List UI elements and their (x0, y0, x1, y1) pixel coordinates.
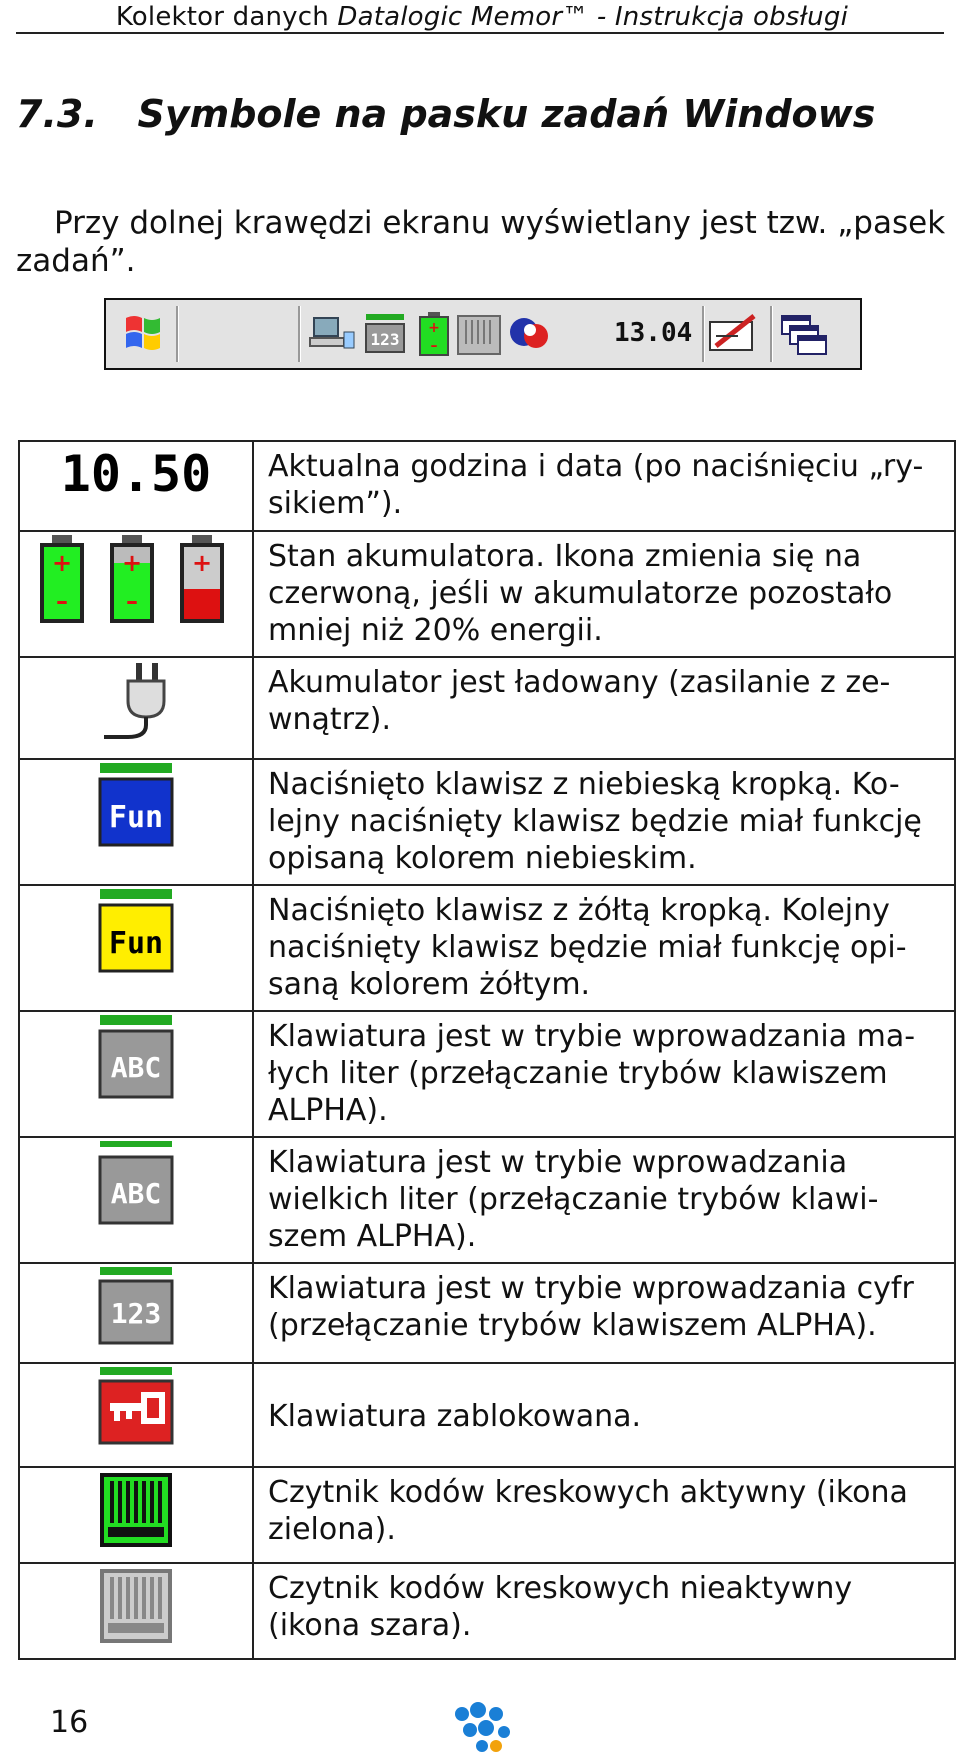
svg-text:10.50: 10.50 (61, 445, 211, 503)
taskbar-separator (176, 306, 179, 362)
section-number: 7.3. (16, 92, 98, 136)
table-row (19, 1563, 955, 1659)
header-title: Datalogic Memor™ - Instrukcja obsługi (337, 2, 848, 32)
icon-cell (19, 441, 253, 531)
network-pc-icon (306, 312, 356, 356)
section-title: Symbole na pasku zadań Windows (137, 92, 876, 136)
symbols-table (18, 440, 956, 1660)
fun-yellow-icon (96, 887, 176, 977)
scanner-icon (456, 312, 502, 358)
icon-cell (19, 885, 253, 1011)
svg-text:+: + (51, 549, 73, 577)
table-row (19, 759, 955, 885)
svg-text:ABC: ABC (110, 1177, 162, 1210)
clock-icon (61, 443, 211, 503)
numeric-mode-icon (362, 312, 408, 358)
table-row (19, 1011, 955, 1137)
icon-cell (19, 1467, 253, 1563)
svg-text:+: + (191, 549, 213, 577)
table-row (19, 531, 955, 657)
svg-text:Fun: Fun (108, 800, 164, 835)
description-cell (253, 1363, 955, 1467)
svg-text:+: + (121, 549, 143, 577)
table-row (19, 1467, 955, 1563)
header-prefix: Kolektor danych (115, 2, 338, 32)
company-logo (452, 1700, 516, 1756)
table-row (19, 1263, 955, 1363)
icon-cell (19, 1563, 253, 1659)
icon-cell (19, 531, 253, 657)
description-cell: Klawiatura jest w trybie wprowadzania ma-łych liter (przełączanie trybów klawiszem ALPHA). (253, 1011, 955, 1137)
app-icon (506, 312, 556, 356)
abc-lower-icon (96, 1013, 176, 1103)
icon-cell (19, 1137, 253, 1263)
taskbar-separator (298, 306, 301, 362)
battery-icon (416, 312, 452, 358)
abc-upper-icon (96, 1139, 176, 1229)
taskbar-separator (702, 306, 705, 362)
battery-levels-icon (36, 533, 236, 625)
description-text: Klawiatura zablokowana. (268, 1398, 642, 1434)
table-row (19, 441, 955, 531)
taskbar-separator (770, 306, 773, 362)
page-number: 16 (50, 1705, 89, 1740)
windows-start-icon (120, 312, 168, 356)
description-cell: Naciśnięto klawisz z żółtą kropką. Kolejny naciśnięty klawisz będzie miał funkcję opi-saną kolorem żółtym. (253, 885, 955, 1011)
description-cell: Czytnik kodów kreskowych aktywny (ikona zielona). (253, 1467, 955, 1563)
svg-text:–: – (430, 338, 438, 354)
description-cell: Akumulator jest ładowany (zasilanie z ze-wnątrz). (253, 657, 955, 759)
svg-text:–: – (126, 587, 138, 615)
fun-blue-icon (96, 761, 176, 851)
pen-input-icon (708, 312, 758, 358)
page-header (16, 0, 944, 34)
scanner-active-icon (96, 1469, 176, 1551)
key-lock-icon (96, 1365, 176, 1449)
section-heading (16, 92, 875, 136)
scanner-inactive-icon (96, 1565, 176, 1647)
svg-text:123: 123 (370, 330, 400, 349)
header-text (116, 2, 848, 32)
svg-text:Fun: Fun (108, 926, 164, 961)
intro-paragraph: Przy dolnej krawędzi ekranu wyświetlany jest tzw. „pasek zadań”. (16, 205, 946, 279)
description-cell: Czytnik kodów kreskowych nieaktywny (ikona szara). (253, 1563, 955, 1659)
icon-cell (19, 759, 253, 885)
icon-cell (19, 1263, 253, 1363)
svg-text:+: + (428, 320, 440, 336)
icon-cell (19, 1363, 253, 1467)
power-plug-icon (96, 659, 176, 745)
description-cell: Aktualna godzina i data (po naciśnięciu „ry-sikiem”). (253, 441, 955, 531)
table-row (19, 1363, 955, 1467)
description-cell: Naciśnięto klawisz z niebieską kropką. Ko-lejny naciśnięty klawisz będzie miał funkcję opisaną kolorem niebieskim. (253, 759, 955, 885)
svg-text:123: 123 (110, 1297, 162, 1330)
table-row (19, 657, 955, 759)
description-cell: Klawiatura jest w trybie wprowadzania cyfr (przełączanie trybów klawiszem ALPHA). (253, 1263, 955, 1363)
description-cell: Stan akumulatora. Ikona zmienia się na czerwoną, jeśli w akumulatorze pozostało mniej niż 20% energii. (253, 531, 955, 657)
numeric-icon (96, 1265, 176, 1349)
svg-text:–: – (56, 587, 68, 615)
table-row (19, 1137, 955, 1263)
icon-cell (19, 1011, 253, 1137)
taskbar-clock: 13.04 (614, 318, 693, 348)
taskbar-image (104, 298, 862, 370)
description-cell: Klawiatura jest w trybie wprowadzania wielkich liter (przełączanie trybów klawi-szem ALPHA). (253, 1137, 955, 1263)
table-row (19, 885, 955, 1011)
svg-text:ABC: ABC (110, 1051, 162, 1084)
icon-cell (19, 657, 253, 759)
window-switch-icon (778, 312, 828, 358)
